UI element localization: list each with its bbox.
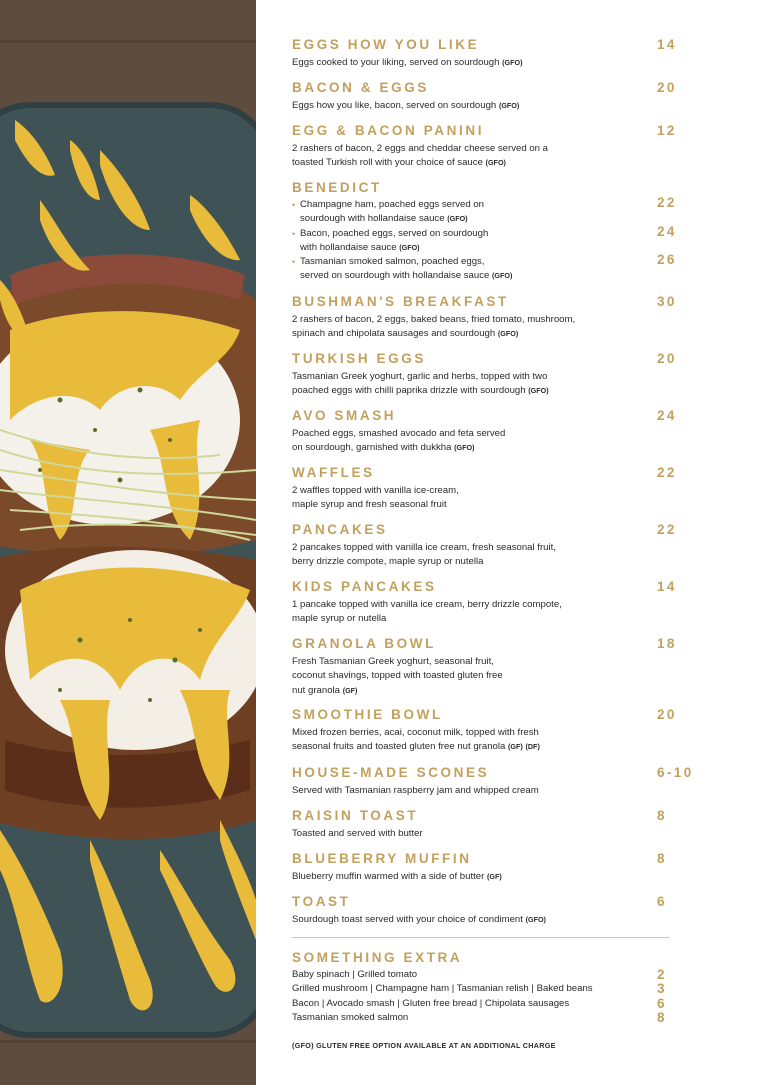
menu-item-pancakes: [292, 522, 697, 570]
extra-prices: [657, 968, 665, 1025]
benedict-option: • Bacon, poached eggs, served on sourdough with hollandaise sauce (GFO) 24: [292, 227, 697, 256]
dietary-tag: (GFO): [454, 443, 475, 453]
dietary-tag: (GFO): [498, 101, 520, 110]
menu-item-name: EGGS HOW YOU LIKE: [292, 37, 480, 52]
menu-item-waffles: [292, 465, 697, 513]
dietary-tag: (GFO): [492, 271, 513, 281]
menu-item-description: Poached eggs, smashed avocado and feta served on sourdough, garnished with dukkha (GFO): [292, 428, 506, 454]
menu-item-price: 20: [657, 707, 677, 722]
menu-item-name: BACON & EGGS: [292, 80, 429, 95]
menu-item-price: 12: [657, 123, 677, 138]
eggs-benedict-photo: [0, 0, 256, 1085]
menu-item-price: 26: [657, 252, 677, 268]
menu-item-egg-bacon-panini: [292, 123, 697, 171]
menu-item-name: WAFFLES: [292, 465, 375, 480]
menu-item-description: Mixed frozen berries, acai, coconut milk, topped with fresh seasonal fruits and toasted gluten free nut granola (GF) (DF): [292, 727, 540, 753]
menu-item-avo-smash: [292, 408, 697, 456]
menu-item-name: EGG & BACON PANINI: [292, 123, 485, 138]
menu-item-price: 6: [657, 894, 667, 909]
menu-item-description: 2 rashers of bacon, 2 eggs and cheddar cheese served on a toasted Turkish roll with your choice of sauce (GFO): [292, 143, 549, 169]
gluten-free-footnote: (GFO) GLUTEN FREE OPTION AVAILABLE AT AN ADDITIONAL CHARGE: [292, 1041, 556, 1050]
menu-item-bacon-eggs: [292, 80, 697, 113]
menu-item-price: 14: [657, 37, 677, 52]
extra-price: 3: [657, 981, 665, 997]
menu-item-description: Blueberry muffin warmed with a side of butter (GF): [292, 871, 502, 882]
extra-price: 2: [657, 967, 665, 982]
menu-item-name: BLUEBERRY MUFFIN: [292, 851, 472, 866]
breakfast-menu: [292, 0, 712, 1085]
benedict-option: • Tasmanian smoked salmon, poached eggs, served on sourdough with hollandaise sauce (GFO) 26: [292, 255, 697, 284]
dietary-tag: (GFO): [502, 58, 523, 67]
food-illustration: [0, 0, 256, 1085]
menu-item-description: 2 waffles topped with vanilla ice-cream, maple syrup and fresh seasonal fruit: [292, 485, 459, 511]
menu-item-description: Toasted and served with butter: [292, 828, 423, 839]
menu-item-name: KIDS PANCAKES: [292, 579, 437, 594]
extra-row: Bacon | Avocado smash | Gluten free bread | Chipolata sausages: [292, 997, 570, 1009]
menu-item-price: 8: [657, 808, 667, 823]
menu-item-price: 22: [657, 465, 677, 480]
menu-item-price: 30: [657, 294, 677, 309]
benedict-option: • Champagne ham, poached eggs served on sourdough with hollandaise sauce (GFO) 22: [292, 198, 697, 227]
menu-item-bushmans-breakfast: [292, 294, 697, 342]
menu-item-toast: [292, 894, 697, 927]
menu-item-description: 2 pancakes topped with vanilla ice cream, fresh seasonal fruit, berry drizzle compote, maple syrup or nutella: [292, 542, 556, 568]
menu-item-name: BENEDICT: [292, 180, 382, 195]
menu-item-price: 14: [657, 579, 677, 594]
menu-item-raisin-toast: [292, 808, 697, 841]
dietary-tag: (GFO): [525, 915, 546, 924]
extra-price: 8: [657, 1009, 665, 1025]
menu-item-turkish-eggs: [292, 351, 697, 399]
menu-item-description: Eggs cooked to your liking, served on sourdough (GFO): [292, 57, 523, 68]
menu-section-something-extra: [292, 950, 697, 1025]
menu-item-price: 22: [657, 195, 677, 210]
extra-row: Tasmanian smoked salmon: [292, 1011, 409, 1023]
menu-item-price: 8: [657, 851, 667, 866]
menu-item-description: 2 rashers of bacon, 2 eggs, baked beans, fried tomato, mushroom, spinach and chipolata sausages and sourdough (GFO): [292, 314, 576, 340]
menu-item-description: Served with Tasmanian raspberry jam and whipped cream: [292, 785, 539, 796]
menu-item-price: 20: [657, 80, 677, 95]
dietary-tag: (GFO): [447, 214, 468, 224]
extra-row: Grilled mushroom | Champagne ham | Tasmanian relish | Baked beans: [292, 983, 593, 995]
menu-item-eggs-how-you-like: [292, 37, 697, 70]
menu-item-name: GRANOLA BOWL: [292, 636, 436, 651]
extra-row: Baby spinach | Grilled tomato: [292, 969, 418, 980]
menu-item-price: 18: [657, 636, 677, 651]
dietary-tag: (GFO): [497, 329, 519, 339]
menu-item-price: 20: [657, 351, 677, 366]
menu-item-name: SMOOTHIE BOWL: [292, 707, 443, 722]
menu-item-name: PANCAKES: [292, 522, 388, 537]
dietary-tag: (GFO): [485, 158, 506, 168]
menu-item-price: 22: [657, 522, 677, 537]
dietary-tag: (GFO): [399, 242, 420, 252]
menu-item-kids-pancakes: [292, 579, 697, 627]
dietary-tag: (GF): [487, 872, 502, 881]
menu-item-name: TOAST: [292, 894, 351, 909]
menu-item-blueberry-muffin: [292, 851, 697, 884]
menu-item-description: 1 pancake topped with vanilla ice cream, berry drizzle compote, maple syrup or nutella: [292, 599, 562, 625]
menu-item-name: BUSHMAN'S BREAKFAST: [292, 294, 509, 309]
menu-item-price: 6-10: [657, 765, 694, 780]
menu-item-description: Eggs how you like, bacon, served on sourdough (GFO): [292, 100, 520, 111]
menu-item-house-made-scones: [292, 765, 697, 798]
menu-item-description: Tasmanian Greek yoghurt, garlic and herbs, topped with two poached eggs with chilli paprika drizzle with sourdough (GFO): [292, 371, 549, 397]
dietary-tag: (GF): [342, 685, 358, 695]
menu-item-benedict: [292, 180, 697, 284]
menu-item-description: Sourdough toast served with your choice of condiment (GFO): [292, 914, 546, 925]
section-divider: [292, 937, 670, 938]
menu-item-price: 24: [657, 223, 677, 239]
menu-item-description: Fresh Tasmanian Greek yoghurt, seasonal fruit, coconut shavings, topped with toasted gluten free nut granola (GF): [292, 656, 503, 696]
menu-item-granola-bowl: [292, 636, 697, 698]
extra-price: 6: [657, 995, 665, 1011]
dietary-tag: (GFO): [528, 386, 549, 396]
dietary-tag: (DF): [525, 742, 540, 752]
section-title: SOMETHING EXTRA: [292, 950, 463, 965]
dietary-tag: (GF): [508, 742, 523, 752]
menu-item-name: TURKISH EGGS: [292, 351, 426, 366]
menu-item-name: AVO SMASH: [292, 408, 397, 423]
menu-item-smoothie-bowl: [292, 707, 697, 755]
menu-item-price: 24: [657, 408, 677, 423]
menu-item-name: RAISIN TOAST: [292, 808, 419, 823]
menu-item-name: HOUSE-MADE SCONES: [292, 765, 490, 780]
